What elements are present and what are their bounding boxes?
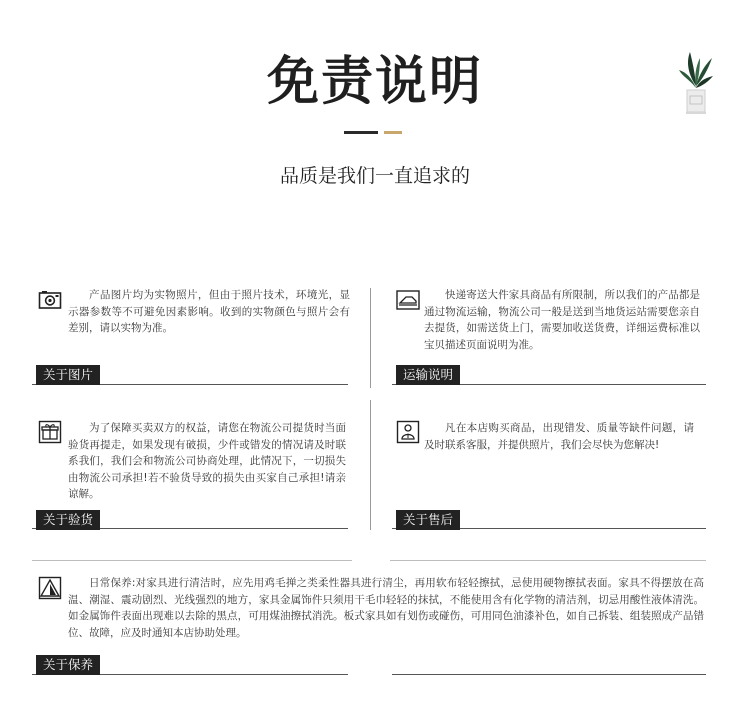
after-sales-text: 凡在本店购买商品，出现错发、质量等缺件问题，请及时联系客服，并提供照片，我们会尽快为您解决! [424, 422, 694, 451]
camera-icon [38, 288, 62, 312]
warning-triangle-icon [38, 576, 62, 600]
photos-text: 产品图片均为实物照片，但由于照片技术，环境光，显示器参数等不可避免因素影响。收到的实物颜色与照片会有差别，请以实物为准。 [68, 289, 350, 334]
inspection-text: 为了保障买卖双方的权益，请您在物流公司提货时当面验货再提走，如果发现有破损，少件或错发的情况请及时联系我们，我们会和物流公司协商处理，此情况下，一切损失由物流公司承担!若不验货导致的损失由买家自己承担!请亲谅解。 [68, 422, 346, 500]
inspection-label: 关于验货 [36, 510, 100, 530]
page-subtitle: 品质是我们一直追求的 [279, 165, 470, 187]
separator-mid-left [32, 560, 352, 561]
page-title: 免责说明 [266, 52, 483, 112]
separator-right-3 [392, 674, 706, 675]
title-underline-gold [384, 131, 402, 134]
shipping-text: 快递寄送大件家具商品有所限制，所以我们的产品都是通过物流运输，物流公司一般是送到当地货运站需要您亲自去提货，如需送货上门，需要加收送货费，详细运费标准以宝贝描述页面说明为准。 [424, 289, 700, 351]
maintenance-label: 关于保养 [36, 655, 100, 675]
column-divider-middle [370, 400, 371, 530]
title-underline-dark [344, 131, 378, 134]
delivery-truck-icon [396, 288, 420, 312]
separator-mid-right [390, 560, 706, 561]
shipping-label: 运输说明 [396, 365, 460, 385]
after-sales-label: 关于售后 [396, 510, 460, 530]
photos-label: 关于图片 [36, 365, 100, 385]
potted-plant-icon [678, 50, 714, 116]
maintenance-text: 日常保养:对家具进行清洁时，应先用鸡毛掸之类柔性器具进行清尘，再用软布轻轻擦拭，忌使用硬物擦拭表面。家具不得摆放在高温、潮湿、震动剧烈、光线强烈的地方，家具金属饰件只须用干毛巾轻轻的抹拭，不能使用含有化学物的清洁剂，切忌用酸性液体清洗。如金属饰件表面出现难以去除的黑点，可用煤油擦拭消洗。板式家具如有划伤或碰伤，可用同色油漆补色，如自己拆装、组装照成产品错位、故障，应及时通知本店协助处理。 [68, 577, 704, 639]
gift-box-icon [38, 420, 62, 444]
column-divider-top [370, 288, 371, 388]
customer-service-icon [396, 420, 420, 444]
